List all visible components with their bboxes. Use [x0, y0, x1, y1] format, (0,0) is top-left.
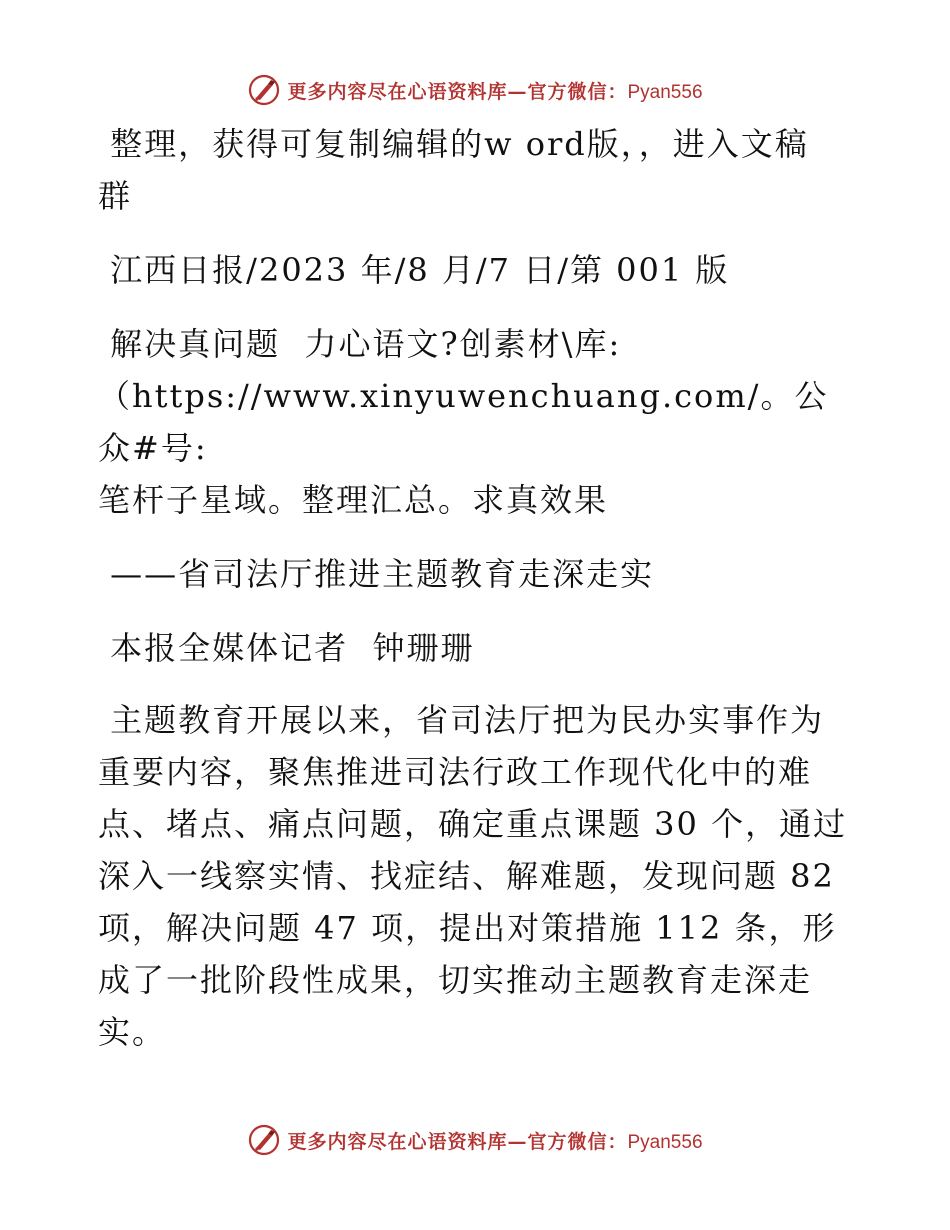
- pen-circle-logo-icon: [247, 1123, 281, 1157]
- body-line-4: 深入一线察实情、找症结、解难题，发现问题 82: [98, 857, 835, 895]
- footer-banner: [0, 1120, 950, 1160]
- subtitle: ——省司法厅推进主题教育走深走实: [98, 555, 655, 593]
- intro-line-2: 群: [98, 177, 133, 215]
- body-line-6: 成了一批阶段性成果，切实推动主题教育走深走: [98, 961, 813, 999]
- body-line-1: 主题教育开展以来，省司法厅把为民办实事作为: [98, 701, 825, 739]
- body-line-2: 重要内容，聚焦推进司法行政工作现代化中的难: [98, 753, 813, 791]
- dateline: 江西日报/2023 年/8 月/7 日/第 001 版: [98, 251, 730, 289]
- byline: 本报全媒体记者 钟珊珊: [98, 629, 475, 667]
- banner-text: 更多内容尽在心语资料库—官方微信：Pyan556: [287, 80, 703, 103]
- body-line-5: 项，解决问题 47 项，提出对策措施 112 条，形: [98, 909, 837, 947]
- pen-circle-logo-icon: [247, 73, 281, 107]
- body-line-3: 点、堵点、痛点问题，确定重点课题 30 个，通过: [98, 805, 848, 843]
- intro-line-1: 整理，获得可复制编辑的w ord版，，进入文稿: [98, 125, 809, 163]
- document-body: [98, 118, 858, 1058]
- body-line-7: 实。: [98, 1013, 167, 1051]
- title-line-2: （https://www.xinyuwenchuang.com/。公众#号:: [98, 377, 829, 467]
- header-banner: [0, 70, 950, 110]
- banner-text: 更多内容尽在心语资料库—官方微信：Pyan556: [287, 1130, 703, 1153]
- title-line-3: 笔杆子星域。整理汇总。求真效果: [98, 481, 609, 519]
- title-line-1: 解决真问题 力心语文?创素材\库:: [98, 325, 622, 363]
